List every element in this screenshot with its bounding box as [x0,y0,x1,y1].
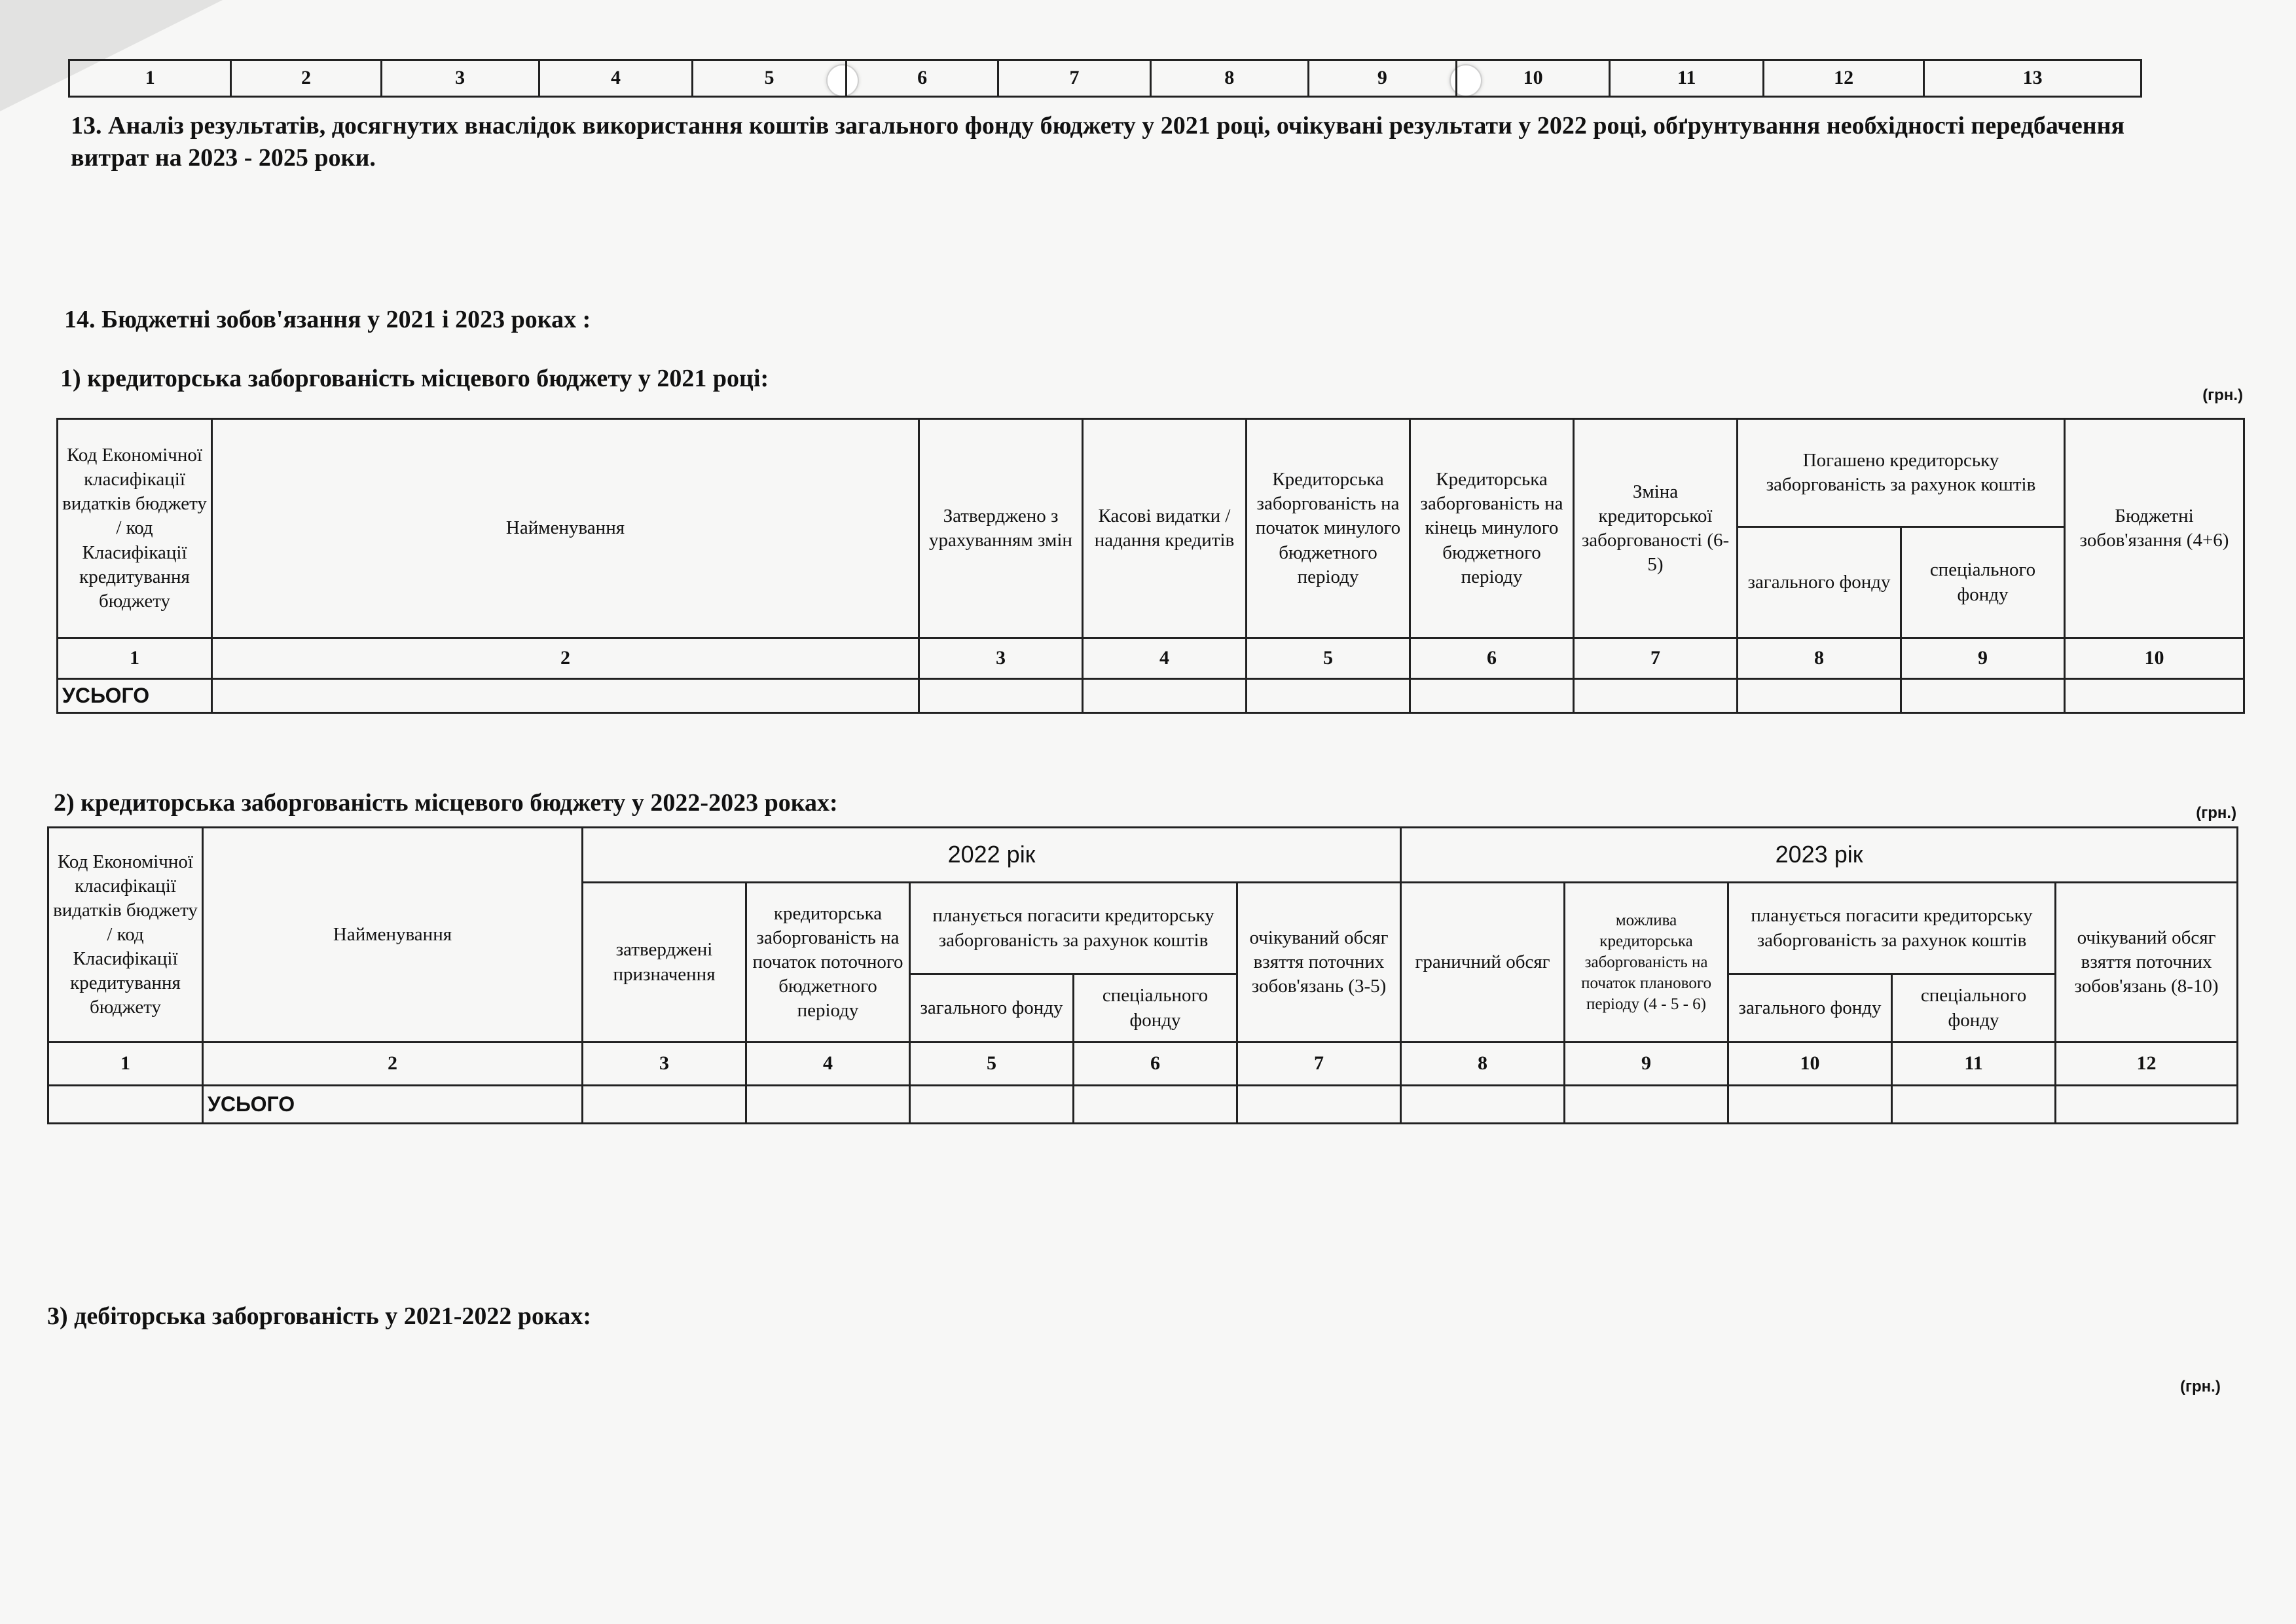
col-number: 7 [1237,1043,1401,1086]
col-number: 8 [1401,1043,1565,1086]
col-expected-2022-header: очікуваний обсяг взяття поточних зобов'язань (3-5) [1237,883,1401,1043]
section-14-title: 14. Бюджетні зобов'язання у 2021 і 2023 роках : [64,306,591,333]
col-number: 10 [2065,638,2244,679]
col-general-header: загального фонду [1738,527,1901,638]
col-number: 8 [1738,638,1901,679]
col-approved-header: затверджені призначення [583,883,746,1043]
col-number: 3 [583,1043,746,1086]
strip-num: 6 [846,60,998,97]
col-number: 5 [1247,638,1410,679]
strip-num: 9 [1308,60,1456,97]
strip-num: 10 [1456,60,1610,97]
col-number: 6 [1074,1043,1237,1086]
col-debt-end-header: Кредиторська заборгованість на кінець минулого бюджетного періоду [1410,419,1574,638]
strip-num: 1 [69,60,231,97]
section-13-title: 13. Аналіз результатів, досягнутих внаслідок використання коштів загального фонду бюджету у 2021 році, очікувані результати у 2022 році, обґрунтування необхідності передбачення витрат на 2023 - 2025 роки. [71,112,2125,172]
sub3-unit: (грн.) [2180,1378,2221,1395]
strip-num: 13 [1924,60,2141,97]
total-label: УСЬОГО [203,1086,583,1124]
strip-num: 3 [381,60,539,97]
obligations-label: Бюджетні зобов'язання (4+6) [2079,505,2229,551]
total-label: УСЬОГО [58,679,212,713]
sub1-title: 1) кредиторська заборгованість місцевого бюджету у 2021 році: [60,365,769,392]
year-2022-header: 2022 рік [583,828,1401,883]
col-number: 1 [48,1043,203,1086]
col-number: 2 [203,1043,583,1086]
col-number: 10 [1728,1043,1892,1086]
col-number: 1 [58,638,212,679]
payables-2022-2023-table [47,804,2238,1124]
strip-num: 2 [231,60,381,97]
col-general-header: загального фонду [910,974,1074,1043]
col-number: 9 [1565,1043,1728,1086]
strip-num: 8 [1150,60,1308,97]
col-code-header: Код Економічної класифікації видатків бюджету / код Класифікації кредитування бюджету [58,419,212,638]
col-special-header: спеціального фонду [1892,974,2056,1043]
sub3-title: 3) дебіторська заборгованість у 2021-2022 роках: [47,1302,592,1330]
strip-num: 4 [539,60,693,97]
col-code-header: Код Економічної класифікації видатків бюджету / код Класифікації кредитування бюджету [48,828,203,1043]
year-2023-label: 2023 рік [1775,841,1863,868]
payables-2021-table [56,386,2245,714]
strip-num: 7 [998,60,1150,97]
col-cash-header: Касові видатки / надання кредитів [1083,419,1247,638]
col-debt-start-header: Кредиторська заборгованість на початок минулого бюджетного періоду [1247,419,1410,638]
col-possible-debt-header: можлива кредиторська заборгованість на початок планового періоду (4 - 5 - 6) [1565,883,1728,1043]
col-expected-2023-header: очікуваний обсяг взяття поточних зобов'язань (8-10) [2056,883,2238,1043]
col-number: 6 [1410,638,1574,679]
strip-num: 12 [1764,60,1924,97]
col-plan-repay-2023-header: планується погасити кредиторську заборгованість за рахунок коштів [1728,883,2056,974]
col-number: 7 [1574,638,1738,679]
col-number: 2 [212,638,919,679]
col-number: 4 [1083,638,1247,679]
table-row [48,1086,2238,1124]
col-approved-header: Затверджено з урахуванням змін [919,419,1083,638]
strip-num: 11 [1610,60,1764,97]
col-name-header: Найменування [212,419,919,638]
col-repaid-header: Погашено кредиторську заборгованість за рахунок коштів [1738,419,2065,527]
col-special-header: спеціального фонду [1074,974,1237,1043]
sub1-unit: (грн.) [2202,386,2243,404]
top-number-strip [68,59,2142,98]
col-number: 3 [919,638,1083,679]
col-number: 9 [1901,638,2065,679]
year-2023-header [1401,804,2238,883]
sub2-title: 2) кредиторська заборгованість місцевого бюджету у 2022-2023 роках: [54,789,838,817]
col-debt-start-header: кредиторська заборгованість на початок поточного бюджетного періоду [746,883,910,1043]
col-name-header: Найменування [203,828,583,1043]
col-obligations-header [2065,386,2244,638]
col-general-header: загального фонду [1728,974,1892,1043]
col-number: 4 [746,1043,910,1086]
strip-num: 5 [693,60,847,97]
col-plan-repay-2022-header: планується погасити кредиторську заборгованість за рахунок коштів [910,883,1237,974]
col-number: 5 [910,1043,1074,1086]
sub2-unit: (грн.) [2196,804,2237,822]
col-change-header: Зміна кредиторської заборгованості (6-5) [1574,419,1738,638]
col-number: 12 [2056,1043,2238,1086]
table-row [58,679,2244,713]
col-special-header: спеціального фонду [1901,527,2065,638]
col-limit-header: граничний обсяг [1401,883,1565,1043]
col-number: 11 [1892,1043,2056,1086]
